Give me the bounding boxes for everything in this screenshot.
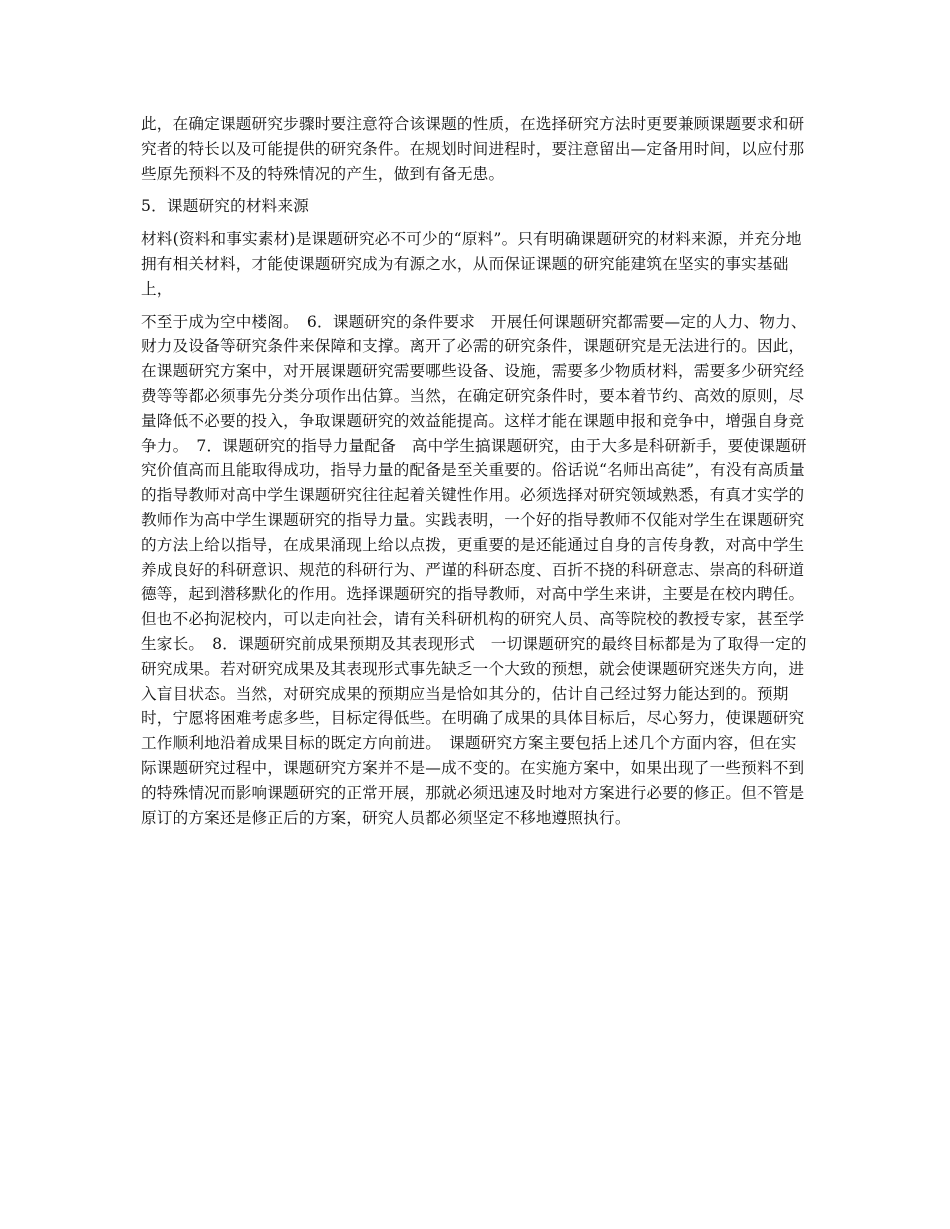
section-heading-material-sources: 5．课题研究的材料来源 xyxy=(141,197,310,216)
document-body xyxy=(141,112,811,830)
paragraph-research-steps: 此，在确定课题研究步骤时要注意符合该课题的性质，在选择研究方法时更要兼顾课题要求和研究者的特长以及可能提供的研究条件。在规划时间进程时，要注意留出—定备用时间，以应付那些原先预料不及的特殊情况的产生，做到有备无患。 xyxy=(141,115,805,183)
paragraph-conditions-guidance-results: 不至于成为空中楼阁。 6．课题研究的条件要求 开展任何课题研究都需要—定的人力、物力、财力及设备等研究条件来保障和支撑。离开了必需的研究条件，课题研究是无法进行的。因此，在课题研究方案中，对开展课题研究需要哪些设备、设施，需要多少物质材料，需要多少研究经费等等都必须事先分类分项作出估算。当然，在确定研究条件时，要本着节约、高效的原则，尽量降低不必要的投入，争取课题研究的效益能提高。这样才能在课题申报和竞争中，增强自身竞争力。 7．课题研究的指导力量配备 高中学生搞课题研究，由于大多是科研新手，要使课题研究价值高而且能取得成功，指导力量的配备是至关重要的。俗话说“名师出高徒”，有没有高质量的指导教师对高中学生课题研究往往起着关键性作用。必须选择对研究领域熟悉，有真才实学的教师作为高中学生课题研究的指导力量。实践表明，一个好的指导教师不仅能对学生在课题研究的方法上给以指导，在成果涌现上给以点拨，更重要的是还能通过自身的言传身教，对高中学生养成良好的科研意识、规范的科研行为、严谨的科研态度、百折不挠的科研意志、崇高的科研道德等，起到潜移默化的作用。选择课题研究的指导教师，对高中学生来讲，主要是在校内聘任。 但也不必拘泥校内，可以走向社会，请有关科研机构的研究人员、高等院校的教授专家，甚至学生家长。 8．课题研究前成果预期及其表现形式 一切课题研究的最终目标都是为了取得一定的研究成果。若对研究成果及其表现形式事先缺乏一个大致的预想，就会使课题研究迷失方向，进入盲目状态。当然，对研究成果的预期应当是恰如其分的，估计自己经过努力能达到的。预期时，宁愿将困难考虑多些，目标定得低些。在明确了成果的具体目标后，尽心努力，使课题研究工作顺利地沿着成果目标的既定方向前进。 课题研究方案主要包括上述几个方面内容，但在实际课题研究过程中，课题研究方案并不是—成不变的。在实施方案中，如果出现了一些预料不到的特殊情况而影响课题研究的正常开展，那就必须迅速及时地对方案进行必要的修正。但不管是原订的方案还是修正后的方案，研究人员都必须坚定不移地遵照执行。 xyxy=(141,312,807,827)
paragraph-material-sources: 材料(资料和事实素材)是课题研究必不可少的“原料”。只有明确课题研究的材料来源，并充分地拥有相关材料，才能使课题研究成为有源之水，从而保证课题的研究能建筑在坚实的事实基础上， xyxy=(141,230,802,298)
